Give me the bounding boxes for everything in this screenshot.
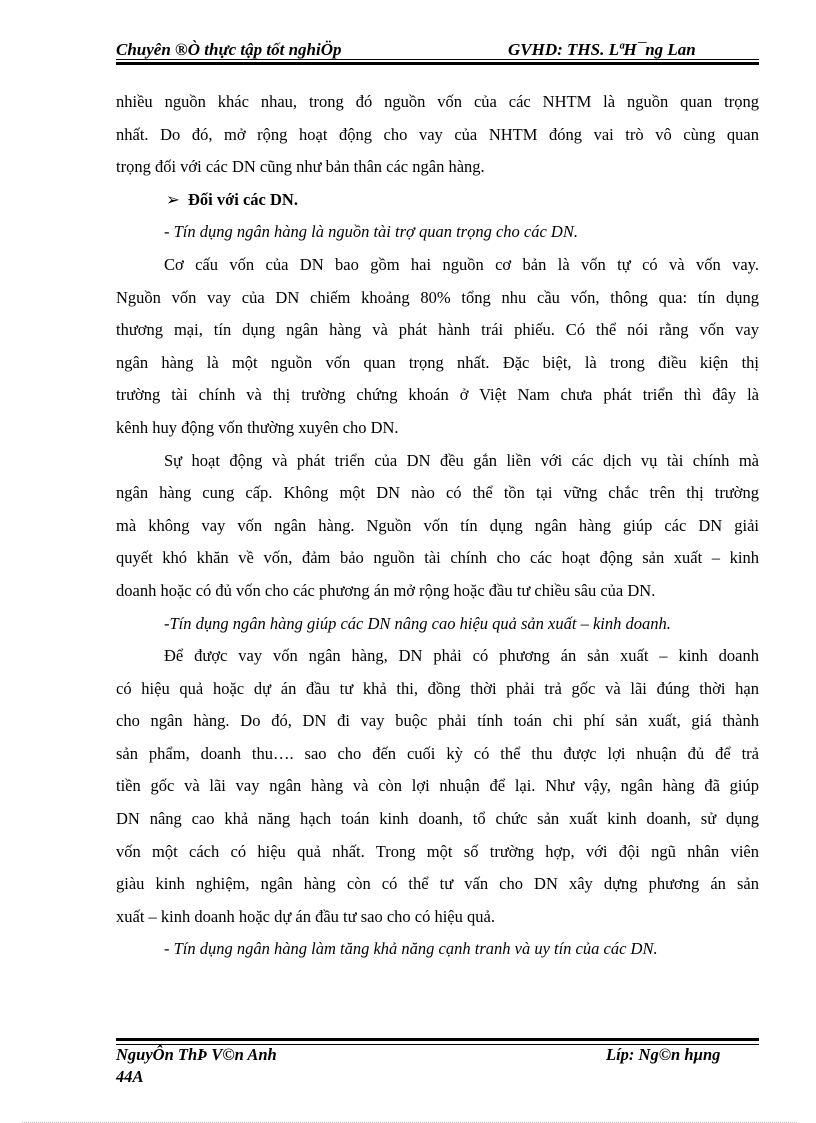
- header-advisor: GVHD: THS. LªH¯ng Lan: [508, 40, 696, 59]
- text-line: kênh huy động vốn thường xuyên cho DN.: [116, 417, 399, 437]
- text-line: xuất – kinh doanh hoặc dự án đầu tư sao cho có hiệu quả.: [116, 906, 495, 926]
- text-line: Để được vay vốn ngân hàng, DN phải có phương án sản xuất – kinh doanh: [164, 646, 759, 666]
- document-body: [116, 86, 759, 966]
- text-line: DN nâng cao khả năng hạch toán kinh doanh, tổ chức sản xuất kinh doanh, sử dụng: [116, 809, 759, 829]
- text-line: Nguồn vốn vay của DN chiếm khoảng 80% tổng nhu cầu vốn, thông qua: tín dụng: [116, 287, 759, 307]
- subheading: - Tín dụng ngân hàng là nguồn tài trợ quan trọng cho các DN.: [164, 222, 578, 242]
- text-line: thương mại, tín dụng ngân hàng và phát hành trái phiếu. Có thể nói rằng vốn vay: [116, 320, 759, 340]
- author-class-code: 44A: [116, 1067, 144, 1086]
- arrow-bullet-icon: ➢: [166, 189, 180, 209]
- text-line: cho ngân hàng. Do đó, DN đi vay buộc phải tính toán chi phí sản xuất, giá thành: [116, 711, 759, 731]
- text-line: doanh hoặc có đủ vốn cho các phương án mở rộng hoặc đầu tư chiều sâu của DN.: [116, 580, 656, 600]
- subheading: -Tín dụng ngân hàng giúp các DN nâng cao hiệu quả sản xuất – kinh doanh.: [164, 613, 671, 633]
- header-title: Chuyên ®Ò thực tập tốt nghiÖp: [116, 40, 342, 59]
- text-line: nhất. Do đó, mở rộng hoạt động cho vay của NHTM đóng vai trò vô cùng quan: [116, 124, 759, 144]
- text-line: giàu kinh nghiệm, ngân hàng còn có thể tư vấn cho DN xây dựng phương án sản: [116, 874, 759, 894]
- header-rule: [116, 59, 759, 60]
- author-class: Líp: Ng©n hµng: [606, 1045, 721, 1064]
- header-rule-thick: [116, 62, 759, 65]
- text-line: mà không vay vốn ngân hàng. Nguồn vốn tín dụng ngân hàng giúp các DN giải: [116, 515, 759, 535]
- text-line: trọng đối với các DN cũng như bản thân các ngân hàng.: [116, 157, 485, 177]
- text-line: tiền gốc và lãi vay ngân hàng và còn lợi nhuận để lại. Như vậy, ngân hàng đã giúp: [116, 776, 759, 796]
- section-heading: [116, 184, 759, 217]
- footer-rule-thick: [116, 1038, 759, 1041]
- text-line: Sự hoạt động và phát triển của DN đều gắn liền với các dịch vụ tài chính mà: [164, 450, 759, 470]
- author-name: NguyÔn ThÞ V©n Anh: [116, 1045, 277, 1064]
- text-line: có hiệu quả hoặc dự án đầu tư khả thi, đồng thời phải trả gốc và lãi đúng thời hạn: [116, 678, 759, 698]
- text-line: nhiều nguồn khác nhau, trong đó nguồn vốn của các NHTM là nguồn quan trọng: [116, 92, 759, 111]
- text-line: ngân hàng là một nguồn vốn quan trọng nhất. Đặc biệt, là trong điều kiện thị: [116, 352, 759, 372]
- section-heading-text: Đối với các DN.: [188, 189, 298, 209]
- text-line: Cơ cấu vốn của DN bao gồm hai nguồn cơ bản là vốn tự có và vốn vay.: [164, 254, 759, 274]
- text-line: sản phẩm, doanh thu…. sao cho đến cuối kỳ có thể thu được lợi nhuận đủ để trả: [116, 743, 759, 763]
- text-line: ngân hàng cung cấp. Không một DN nào có thể tồn tại vững chắc trên thị trường: [116, 483, 759, 503]
- text-line: trường tài chính và thị trường chứng khoán ở Việt Nam chưa phát triển thì đây là: [116, 385, 759, 405]
- text-line: quyết khó khăn về vốn, đảm bảo nguồn tài chính cho các hoạt động sản xuất – kinh: [116, 548, 759, 568]
- subheading: - Tín dụng ngân hàng làm tăng khả năng cạnh tranh và uy tín của các DN.: [164, 939, 658, 959]
- text-line: vốn một cách có hiệu quả nhất. Trong một số trường hợp, với đội ngũ nhân viên: [116, 841, 759, 861]
